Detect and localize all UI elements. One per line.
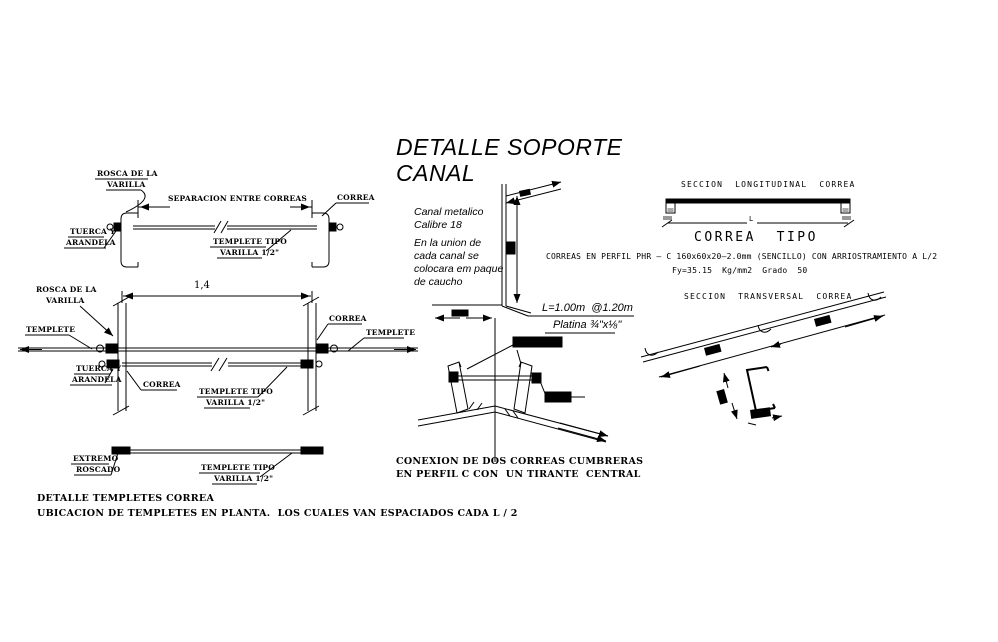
label-extremo-1: EXTREMO bbox=[73, 454, 119, 463]
spec-l-spacing: L=1.00m @1.20m bbox=[542, 302, 633, 314]
label-rosca-varilla-1: ROSCA DE LA bbox=[97, 169, 158, 178]
caption-detalle-templetes: DETALLE TEMPLETES CORREA bbox=[37, 493, 215, 504]
heading-seccion-transversal: SECCION TRANSVERSAL CORREA bbox=[684, 292, 853, 301]
label-templete-right: TEMPLETE bbox=[366, 328, 416, 337]
sheet-title-line1: DETALLE SOPORTE bbox=[396, 134, 623, 160]
label-correa-right: CORREA bbox=[329, 314, 367, 323]
spec-fy: Fy=35.15 Kg/mm2 Grado 50 bbox=[672, 266, 808, 275]
label-rosca-varilla-4: VARILLA bbox=[46, 296, 85, 305]
label-templete-tipo-1b: VARILLA 1/2" bbox=[220, 248, 280, 257]
note-union-1: En la union de bbox=[414, 237, 482, 249]
label-separacion-correas: SEPARACION ENTRE CORREAS bbox=[168, 194, 308, 203]
label-templete-tipo-1a: TEMPLETE TIPO bbox=[213, 237, 288, 246]
label-correa-top: CORREA bbox=[337, 193, 375, 202]
dim-1-4: 1,4 bbox=[194, 280, 210, 291]
caption-ubicacion: UBICACION DE TEMPLETES EN PLANTA. LOS CUALES VAN ESPACIADOS CADA L / 2 bbox=[37, 508, 518, 519]
note-calibre: Calibre 18 bbox=[414, 219, 462, 231]
label-tuerca-1: TUERCA Y bbox=[70, 227, 116, 236]
label-templete-tipo-2b: VARILLA 1/2" bbox=[206, 398, 266, 407]
label-rosca-varilla-3: ROSCA DE LA bbox=[36, 285, 97, 294]
label-templete-tipo-3b: VARILLA 1/2" bbox=[214, 474, 274, 483]
label-correa-bottom: CORREA bbox=[143, 380, 181, 389]
label-templete-left: TEMPLETE bbox=[26, 325, 76, 334]
label-templete-tipo-3a: TEMPLETE TIPO bbox=[201, 463, 276, 472]
sheet-title-line2: CANAL bbox=[396, 160, 476, 186]
label-templete-tipo-2a: TEMPLETE TIPO bbox=[199, 387, 274, 396]
label-tuerca-2: TUERCA Y bbox=[76, 364, 122, 373]
caption-conexion-2: EN PERFIL C CON UN TIRANTE CENTRAL bbox=[396, 469, 641, 480]
label-arandela-2: ARANDELA bbox=[72, 375, 122, 384]
label-rosca-varilla-2: VARILLA bbox=[107, 180, 146, 189]
dim-l-label: L bbox=[749, 215, 754, 223]
note-canal-metalico: Canal metalico bbox=[414, 206, 484, 218]
note-union-4: de caucho bbox=[414, 276, 463, 288]
note-union-2: cada canal se bbox=[414, 250, 479, 262]
heading-correa-tipo: CORREA TIPO bbox=[694, 230, 818, 245]
caption-conexion-1: CONEXION DE DOS CORREAS CUMBRERAS bbox=[396, 456, 644, 467]
spec-correas-perfil: CORREAS EN PERFIL PHR – C 160x60x20–2.0mm (SENCILLO) CON ARRIOSTRAMIENTO A L/2 bbox=[546, 252, 938, 261]
heading-seccion-longitudinal: SECCION LONGITUDINAL CORREA bbox=[681, 180, 856, 189]
note-union-3: colocara em paque bbox=[414, 263, 504, 275]
spec-platina: Platina ¾"x⅛" bbox=[553, 319, 622, 331]
label-arandela-1: ARANDELA bbox=[66, 238, 116, 247]
label-extremo-2: ROSCADO bbox=[76, 465, 121, 474]
